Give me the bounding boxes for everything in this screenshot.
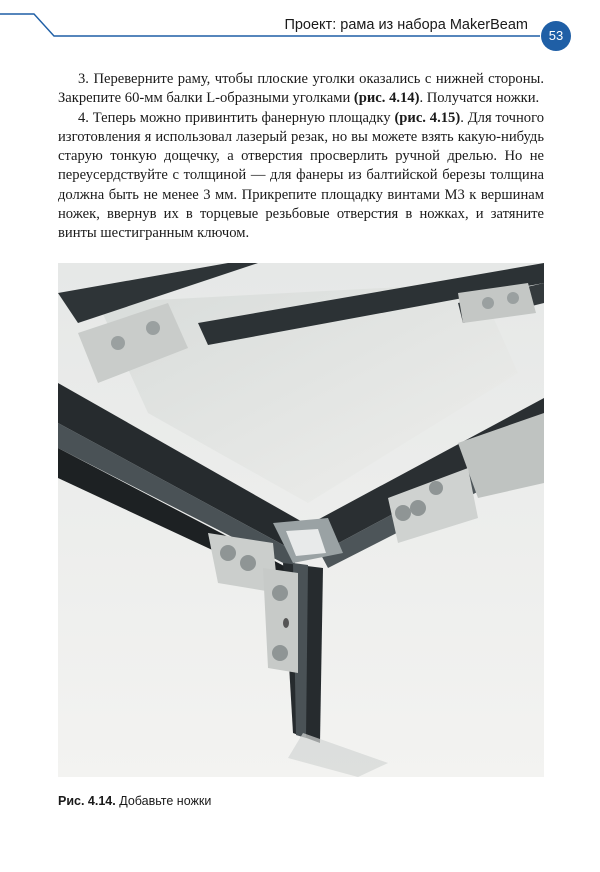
frame-photo-illustration — [58, 263, 544, 777]
figure-reference: (рис. 4.15) — [394, 109, 461, 126]
figure-caption — [58, 794, 211, 808]
figure-label: Рис. 4.14. — [58, 794, 116, 808]
paragraph-step-4: 4. Теперь можно привинтить фанерную площадку (рис. 4.15). Для точного изготовления я использовал лазерый резак, но вы можете взять какую-нибудь старую тонкую дощечку, а отверстия просверлить ручной дрелью. Но не переусердствуйте с толщиной — для фанеры из балтийской березы толщина должна быть не менее 3 мм. Прикрепите площадку винтами M3 к вершинам ножек, ввернув их в торцевые резьбовые отверстия в ножках, и затяните винты шестигранным ключом. — [58, 109, 545, 242]
figure-reference: (рис. 4.14) — [353, 90, 420, 107]
running-header-title: Проект: рама из набора MakerBeam — [284, 17, 528, 33]
page-number-badge: 53 — [541, 21, 571, 51]
body-text — [58, 70, 544, 244]
figure-photo-frame-legs — [58, 263, 544, 777]
paragraph-step-3: 3. Переверните раму, чтобы плоские уголки оказались с нижней стороны. Закрепите 60-мм балки L-образными уголками (рис. 4.14). Получатся ножки. — [58, 71, 544, 107]
figure-caption-text: Добавьте ножки — [119, 794, 212, 808]
